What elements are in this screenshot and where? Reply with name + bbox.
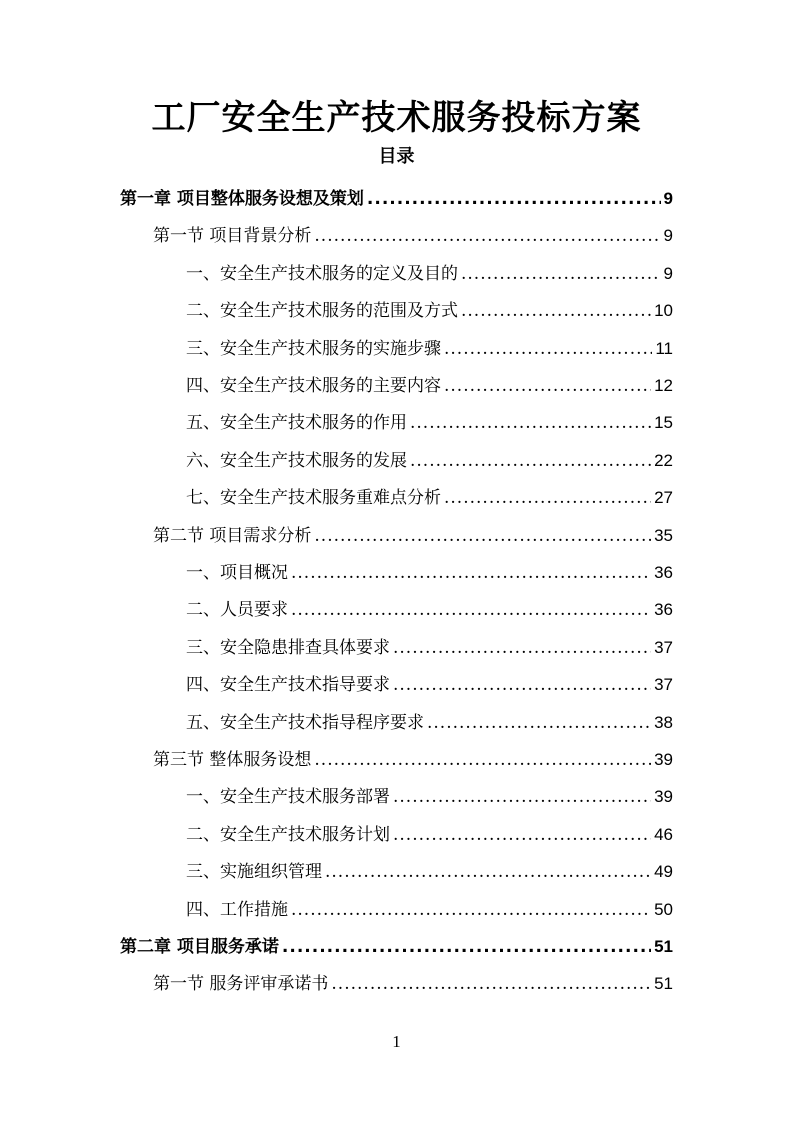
toc-entry-page: 49 <box>654 862 673 882</box>
toc-dot-leader <box>282 937 651 957</box>
toc-dot-leader <box>393 825 651 845</box>
toc-dot-leader <box>444 376 651 396</box>
toc-entry-title: 第二节 项目需求分析 <box>153 525 312 546</box>
toc-entry[interactable] <box>186 633 673 659</box>
toc-entry-page: 35 <box>654 525 673 545</box>
toc-entry-title: 第二章 项目服务承诺 <box>120 937 279 957</box>
toc-entry-title: 一、安全生产技术服务部署 <box>186 787 390 808</box>
toc-entry[interactable] <box>186 895 673 921</box>
toc-entry[interactable] <box>153 221 673 247</box>
toc-entry-title: 一、项目概况 <box>186 563 288 583</box>
toc-entry[interactable] <box>153 521 673 547</box>
toc-entry[interactable] <box>186 259 673 285</box>
toc-entry-title: 第一节 项目背景分析 <box>153 226 312 247</box>
toc-entry-page: 37 <box>654 675 673 695</box>
toc-entry[interactable] <box>186 296 673 322</box>
toc-entry-title: 四、工作措施 <box>186 899 288 920</box>
toc-entry[interactable] <box>186 408 673 434</box>
toc-entry-title: 六、安全生产技术服务的发展 <box>186 450 407 471</box>
toc-entry[interactable] <box>186 483 673 509</box>
toc-entry-title: 五、安全生产技术指导程序要求 <box>186 712 424 733</box>
toc-entry-page: 50 <box>654 899 673 919</box>
toc-entry-title: 四、安全生产技术服务的主要内容 <box>186 376 441 396</box>
toc-dot-leader <box>410 451 651 471</box>
document-title: 工厂安全生产技术服务投标方案 <box>151 98 642 138</box>
toc-entry[interactable] <box>186 782 673 808</box>
toc-entry-title: 第一节 服务评审承诺书 <box>153 974 329 995</box>
toc-entry-title: 一、安全生产技术服务的定义及目的 <box>186 263 458 284</box>
toc-entry[interactable] <box>186 446 673 472</box>
toc-entry-page: 46 <box>654 824 673 844</box>
toc-entry[interactable] <box>186 670 673 696</box>
toc-entry-page: 39 <box>654 750 673 769</box>
toc-entry-title: 二、安全生产技术服务计划 <box>186 824 390 845</box>
toc-entry-page: 9 <box>663 263 673 283</box>
toc-dot-leader <box>291 900 651 920</box>
toc-dot-leader <box>291 600 651 620</box>
toc-entry-page: 10 <box>654 301 673 321</box>
toc-entry-page: 37 <box>654 637 673 657</box>
toc-dot-leader <box>461 264 661 284</box>
toc-dot-leader <box>427 713 651 733</box>
toc-entry[interactable] <box>186 857 673 883</box>
toc-dot-leader <box>314 226 660 246</box>
toc-entry-title: 二、安全生产技术服务的范围及方式 <box>186 301 458 322</box>
toc-entry[interactable] <box>186 820 673 846</box>
toc-entry-page: 15 <box>654 413 673 433</box>
toc-dot-leader <box>393 675 651 695</box>
toc-entry-page: 36 <box>654 563 673 582</box>
toc-dot-leader <box>314 750 651 770</box>
toc-entry-page: 27 <box>654 488 673 508</box>
toc-dot-leader <box>444 339 652 359</box>
toc-entry-page: 22 <box>654 450 673 470</box>
toc-entry[interactable] <box>120 184 673 210</box>
toc-entry-page: 11 <box>655 338 673 358</box>
toc-dot-leader <box>314 526 651 546</box>
toc-entry-page: 39 <box>654 787 673 807</box>
toc-entry-page: 51 <box>654 974 673 994</box>
toc-entry-page: 38 <box>654 712 673 732</box>
toc-dot-leader <box>393 638 651 658</box>
toc-dot-leader <box>444 488 651 508</box>
toc-entry[interactable] <box>186 371 673 397</box>
toc-entry-page: 36 <box>654 600 673 620</box>
toc-entry[interactable] <box>153 745 673 771</box>
toc-entry-page: 9 <box>663 226 673 246</box>
toc-entry-title: 第三节 整体服务设想 <box>153 750 312 770</box>
toc-entry[interactable] <box>186 708 673 734</box>
toc-entry-title: 四、安全生产技术指导要求 <box>186 675 390 696</box>
toc-entry-title: 三、实施组织管理 <box>186 862 322 883</box>
toc-entry[interactable] <box>186 334 673 360</box>
toc-dot-leader <box>291 563 651 583</box>
toc-dot-leader <box>325 862 651 882</box>
toc-entry-title: 五、安全生产技术服务的作用 <box>186 413 407 434</box>
toc-dot-leader <box>331 974 651 994</box>
toc-entry-title: 三、安全生产技术服务的实施步骤 <box>186 338 441 359</box>
toc-entry[interactable] <box>153 969 673 995</box>
toc-dot-leader <box>410 413 651 433</box>
toc-entry[interactable] <box>120 932 673 958</box>
toc-entry[interactable] <box>186 595 673 621</box>
toc-entry-title: 二、人员要求 <box>186 600 288 621</box>
toc-dot-leader <box>461 301 651 321</box>
page-number: 1 <box>392 1032 401 1051</box>
toc-entry-page: 51 <box>654 937 673 956</box>
toc-dot-leader <box>367 189 661 209</box>
toc-entry-page: 12 <box>654 376 673 395</box>
toc-heading: 目录 <box>378 146 415 167</box>
toc-entry-title: 七、安全生产技术服务重难点分析 <box>186 488 441 509</box>
toc-entry-title: 三、安全隐患排查具体要求 <box>186 637 390 658</box>
toc-entry[interactable] <box>186 558 673 584</box>
toc-entry-page: 9 <box>663 189 673 208</box>
toc-entry-title: 第一章 项目整体服务设想及策划 <box>120 189 364 209</box>
toc-dot-leader <box>393 787 651 807</box>
